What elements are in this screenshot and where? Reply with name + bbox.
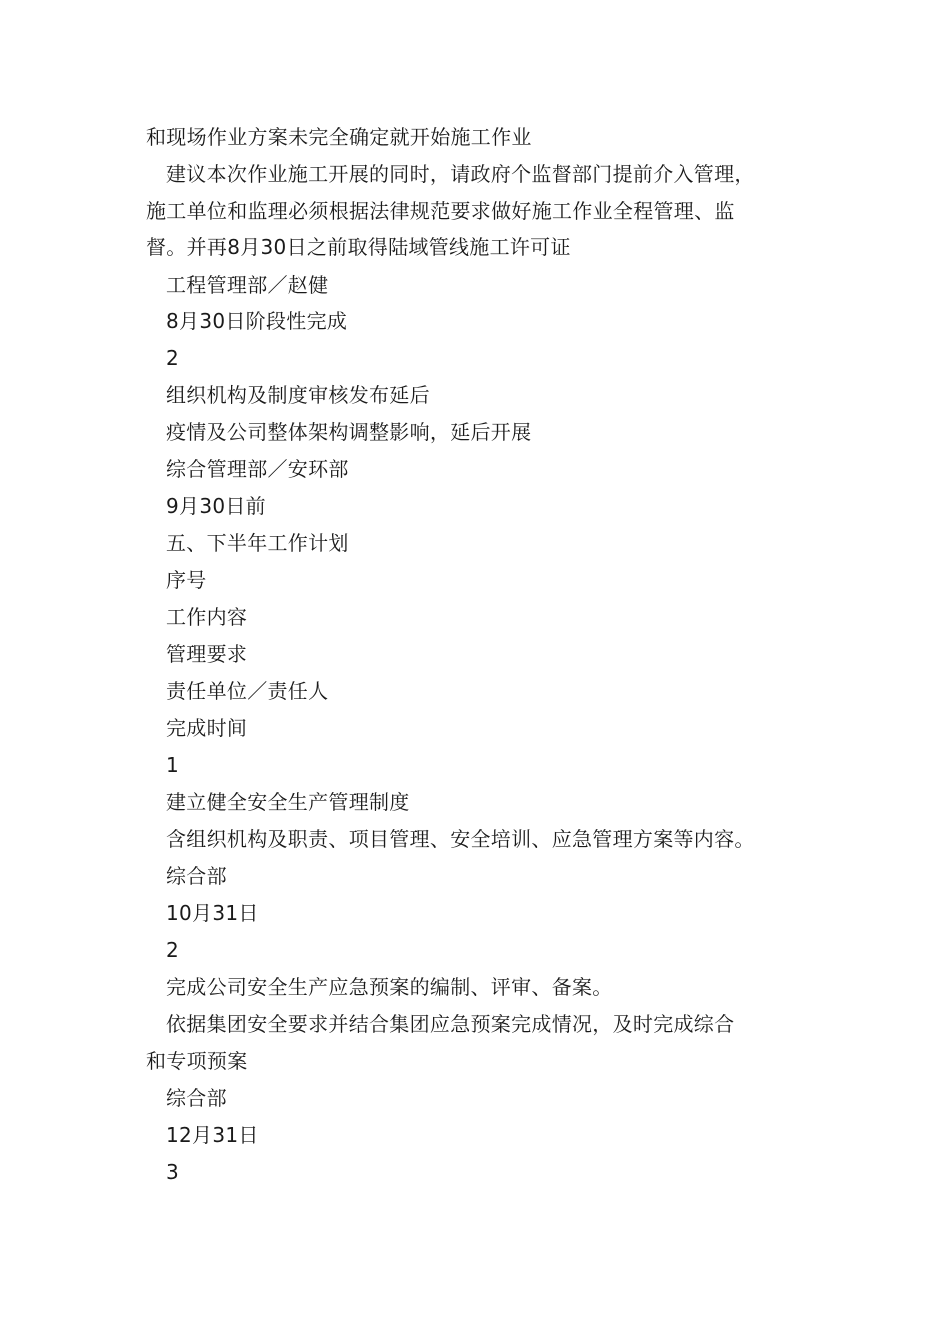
- text-line: 和专项预案: [146, 1049, 248, 1073]
- text-line: 五、下半年工作计划: [166, 531, 349, 555]
- text-line: 9月30日前: [166, 494, 266, 518]
- text-line: 完成公司安全生产应急预案的编制、评审、备案。: [166, 975, 613, 999]
- text-line: 2: [166, 938, 180, 962]
- text-line: 综合部: [166, 1086, 227, 1110]
- text-line: 组织机构及制度审核发布延后: [166, 383, 430, 407]
- text-line: 工作内容: [166, 605, 248, 629]
- text-line: 建议本次作业施工开展的同时，请政府个监督部门提前介入管理，: [166, 162, 755, 186]
- text-line: 责任单位／责任人: [166, 679, 329, 703]
- text-line: 8月30日阶段性完成: [166, 309, 348, 333]
- text-line: 综合部: [166, 864, 227, 888]
- text-line: 依据集团安全要求并结合集团应急预案完成情况，及时完成综合: [166, 1012, 735, 1036]
- text-line: 和现场作业方案未完全确定就开始施工作业: [146, 125, 532, 149]
- text-line: 完成时间: [166, 716, 248, 740]
- text-line: 含组织机构及职责、项目管理、安全培训、应急管理方案等内容。: [166, 827, 755, 851]
- text-line: 施工单位和监理必须根据法律规范要求做好施工作业全程管理、监: [146, 199, 735, 223]
- text-line: 1: [166, 753, 180, 777]
- text-line: 疫情及公司整体架构调整影响，延后开展: [166, 420, 532, 444]
- text-line: 3: [166, 1160, 180, 1184]
- text-line: 督。并再8月30日之前取得陆域管线施工许可证: [146, 235, 571, 259]
- text-line: 12月31日: [166, 1123, 259, 1147]
- text-line: 建立健全安全生产管理制度: [166, 790, 410, 814]
- text-line: 综合管理部／安环部: [166, 457, 349, 481]
- text-line: 10月31日: [166, 901, 259, 925]
- text-line: 2: [166, 346, 180, 370]
- text-line: 工程管理部／赵健: [166, 273, 329, 297]
- text-line: 管理要求: [166, 642, 248, 666]
- text-line: 序号: [166, 568, 207, 592]
